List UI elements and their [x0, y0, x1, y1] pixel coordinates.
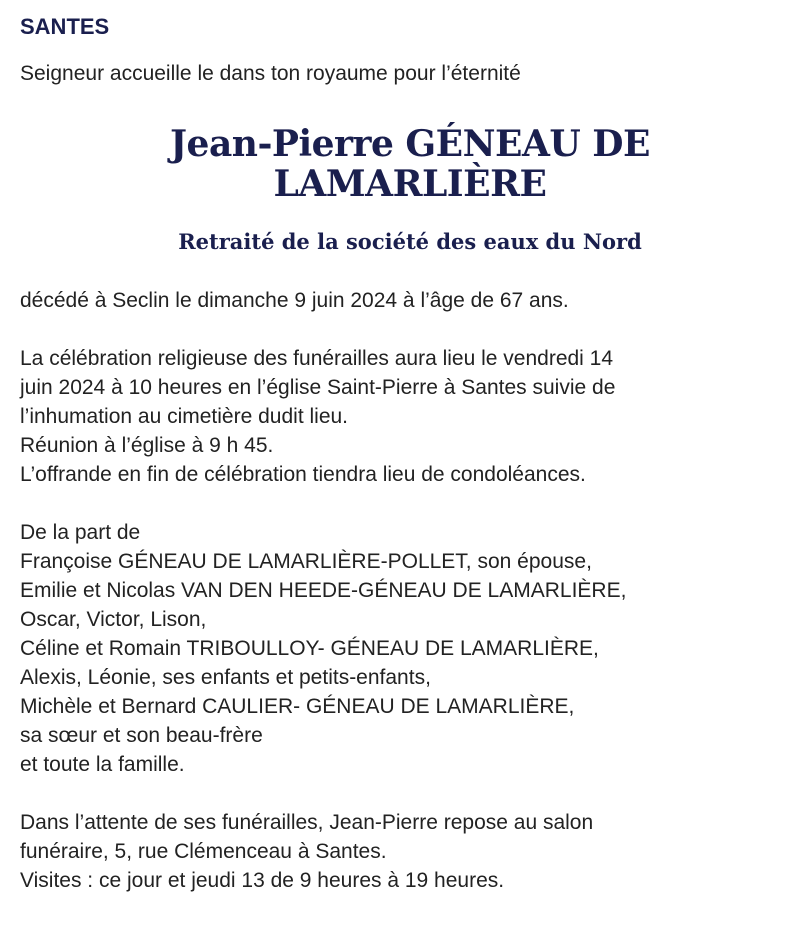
deceased-name-line-1: Jean-Pierre GÉNEAU DE	[170, 123, 650, 165]
deceased-name	[20, 124, 800, 204]
visitation-line: Visites : ce jour et jeudi 13 de 9 heures à 19 heures.	[20, 869, 505, 892]
family-line: et toute la famille.	[20, 753, 185, 776]
family-line: Oscar, Victor, Lison,	[20, 608, 207, 631]
epitaph: Seigneur accueille le dans ton royaume pour l’éternité	[20, 62, 521, 85]
ceremony-paragraph	[20, 344, 790, 489]
town-heading: SANTES	[20, 14, 110, 39]
family-line: sa sœur et son beau-frère	[20, 724, 263, 747]
ceremony-line: juin 2024 à 10 heures en l’église Saint-Pierre à Santes suivie de	[20, 376, 616, 399]
family-line: Michèle et Bernard CAULIER- GÉNEAU DE LAMARLIÈRE,	[20, 695, 575, 718]
ceremony-line: Réunion à l’église à 9 h 45.	[20, 434, 274, 457]
family-line: Françoise GÉNEAU DE LAMARLIÈRE-POLLET, son épouse,	[20, 550, 592, 573]
family-line: Céline et Romain TRIBOULLOY- GÉNEAU DE LAMARLIÈRE,	[20, 637, 599, 660]
ceremony-line: l’inhumation au cimetière dudit lieu.	[20, 405, 349, 428]
death-notice: décédé à Seclin le dimanche 9 juin 2024 à l’âge de 67 ans.	[20, 289, 569, 312]
family-line: Alexis, Léonie, ses enfants et petits-enfants,	[20, 666, 431, 689]
family-line: Emilie et Nicolas VAN DEN HEEDE-GÉNEAU DE LAMARLIÈRE,	[20, 579, 627, 602]
visitation-line: Dans l’attente de ses funérailles, Jean-Pierre repose au salon	[20, 811, 594, 834]
ceremony-line: L’offrande en fin de célébration tiendra lieu de condoléances.	[20, 463, 586, 486]
visitation-line: funéraire, 5, rue Clémenceau à Santes.	[20, 840, 387, 863]
obituary-notice	[20, 12, 790, 895]
deceased-occupation: Retraité de la société des eaux du Nord	[178, 229, 642, 254]
visitation-paragraph	[20, 808, 790, 895]
family-paragraph	[20, 518, 790, 779]
ceremony-line: La célébration religieuse des funérailles aura lieu le vendredi 14	[20, 347, 614, 370]
deceased-name-line-2: LAMARLIÈRE	[273, 163, 547, 205]
family-line: De la part de	[20, 521, 141, 544]
